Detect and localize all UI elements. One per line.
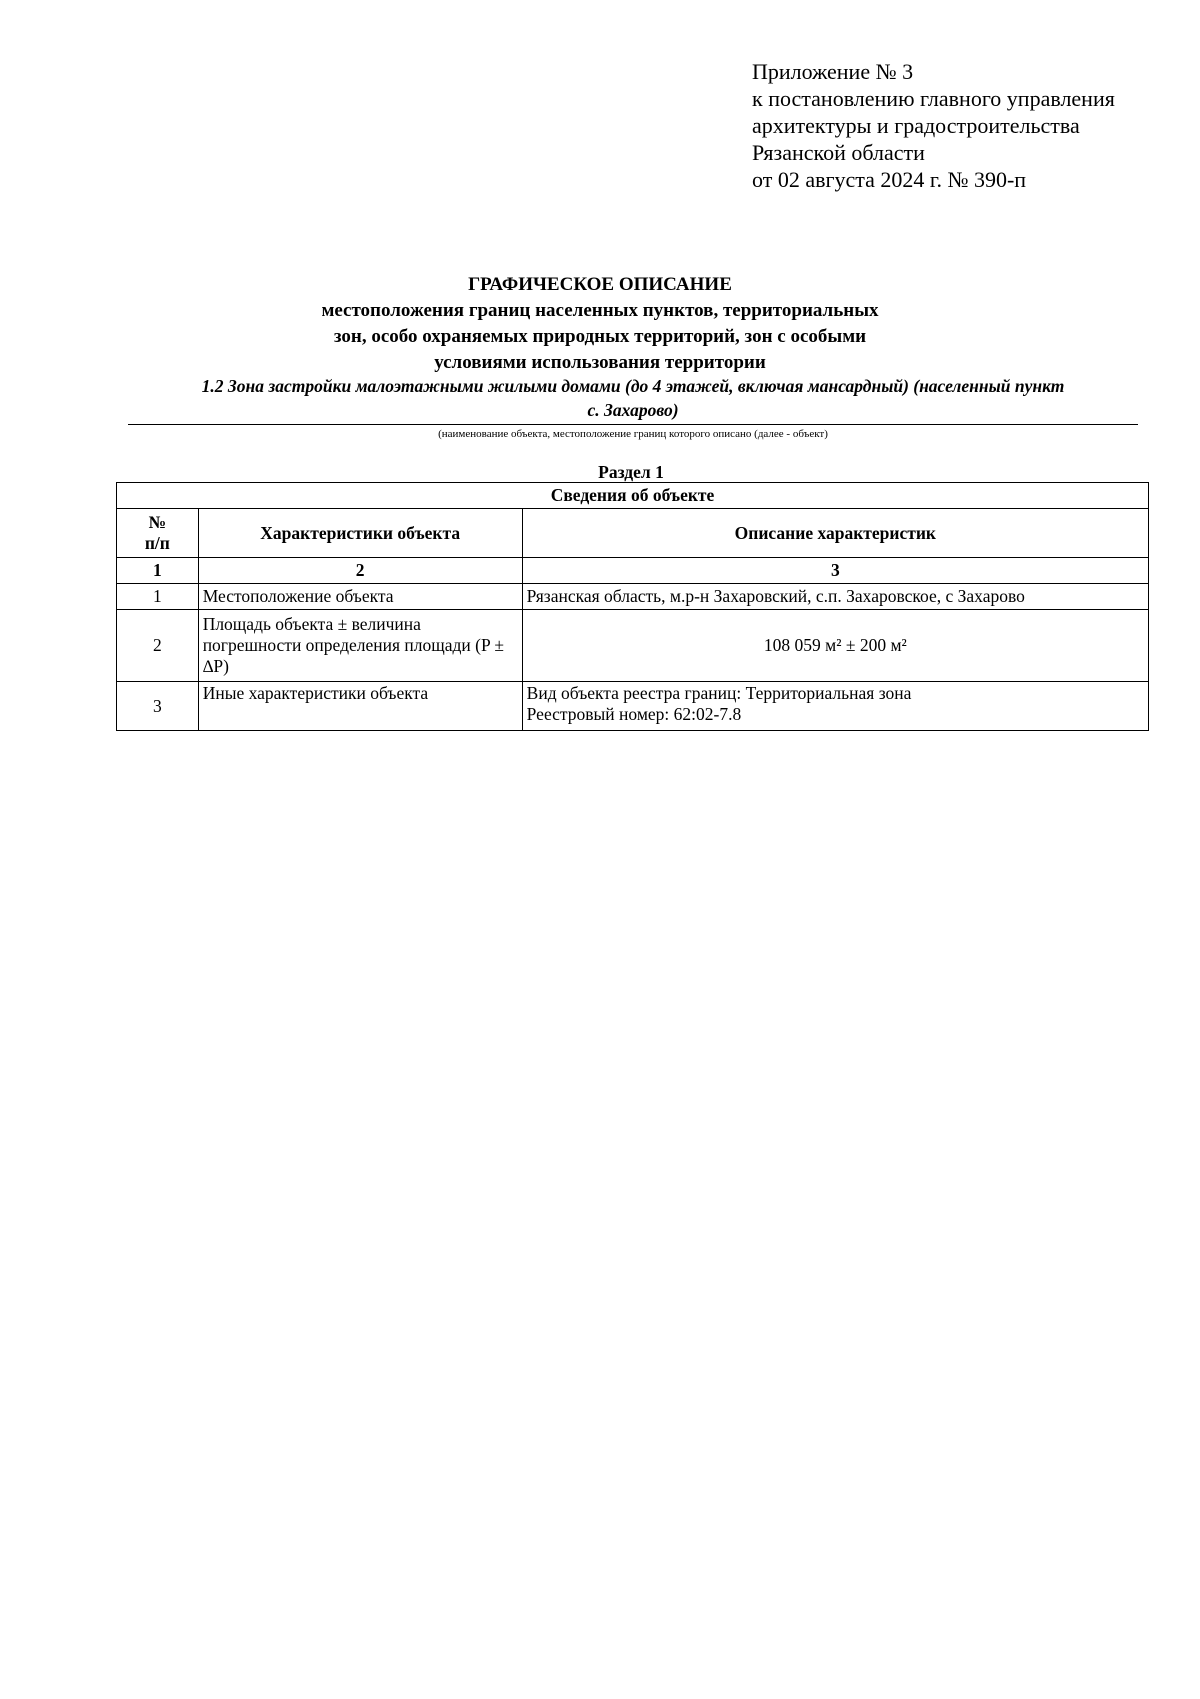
object-name-line: 1.2 Зона застройки малоэтажными жилыми домами (до 4 этажей, включая мансардный) (населенный пункт: [201, 376, 1065, 396]
title-line: зон, особо охраняемых природных территорий, зон с особыми: [333, 326, 867, 347]
title-line: условиями использования территории: [434, 352, 766, 373]
object-info-table: [116, 482, 1149, 731]
table-row: [117, 610, 1149, 682]
appendix-line: Рязанской области: [752, 140, 925, 165]
row-characteristic: Площадь объекта ± величина погрешности определения площади (P ± ∆P): [198, 610, 522, 682]
table-row: [117, 584, 1149, 610]
column-number: 1: [117, 558, 199, 584]
column-number: 3: [522, 558, 1148, 584]
object-name: [128, 374, 1138, 422]
appendix-line: к постановлению главного управления: [752, 86, 1115, 111]
row-characteristic: Иные характеристики объекта: [198, 682, 522, 731]
row-description: 108 059 м² ± 200 м²: [522, 610, 1148, 682]
appendix-header: [752, 58, 1115, 193]
object-caption: (наименование объекта, местоположение границ которого описано (далее - объект): [438, 428, 828, 440]
document-title: [0, 272, 1200, 376]
object-name-line: с. Захарово): [587, 400, 679, 420]
object-underline: [128, 424, 1138, 425]
header-description: Описание характеристик: [522, 509, 1148, 558]
header-characteristic: Характеристики объекта: [198, 509, 522, 558]
row-num: 2: [117, 610, 199, 682]
table-caption: Сведения об объекте: [117, 483, 1149, 509]
header-num: № п/п: [117, 509, 199, 558]
row-description: Рязанская область, м.р-н Захаровский, с.п. Захаровское, с Захарово: [522, 584, 1148, 610]
title-line: местоположения границ населенных пунктов, территориальных: [321, 300, 879, 321]
row-num: 3: [117, 682, 199, 731]
row-num: 1: [117, 584, 199, 610]
column-number: 2: [198, 558, 522, 584]
row-characteristic: Местоположение объекта: [198, 584, 522, 610]
appendix-line: от 02 августа 2024 г. № 390-п: [752, 167, 1027, 192]
appendix-line: архитектуры и градостроительства: [752, 113, 1080, 138]
section-title: Раздел 1: [598, 462, 664, 482]
row-description: Вид объекта реестра границ: Территориальная зона Реестровый номер: 62:02-7.8: [522, 682, 1148, 731]
appendix-line: Приложение № 3: [752, 59, 914, 84]
table-row: [117, 682, 1149, 731]
title-main: ГРАФИЧЕСКОЕ ОПИСАНИЕ: [468, 274, 732, 295]
